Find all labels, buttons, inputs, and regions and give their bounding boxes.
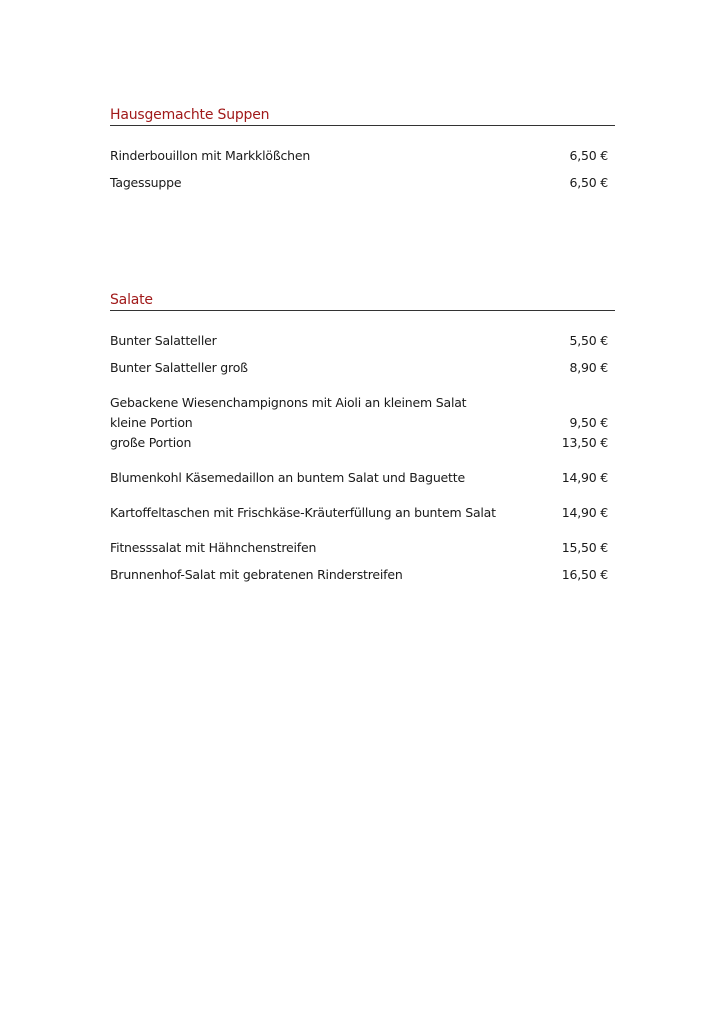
menu-item-name: Tagessuppe	[110, 175, 182, 190]
menu-item-name: Blumenkohl Käsemedaillon an buntem Salat und Baguette	[110, 470, 465, 485]
menu-item-price: 14,90 €	[561, 470, 608, 485]
section-title-soups: Hausgemachte Suppen	[110, 106, 615, 126]
menu-item-name: große Portion	[110, 435, 192, 450]
menu-item-name: kleine Portion	[110, 415, 193, 430]
section-title-salads: Salate	[110, 291, 615, 311]
menu-item-name: Brunnenhof-Salat mit gebratenen Rinderstreifen	[110, 567, 403, 582]
menu-item-price: 15,50 €	[561, 540, 608, 555]
menu-item-name: Kartoffeltaschen mit Frischkäse-Kräuterfüllung an buntem Salat	[110, 505, 496, 520]
menu-item-name: Bunter Salatteller groß	[110, 360, 248, 375]
menu-item-price: 9,50 €	[569, 415, 608, 430]
menu-item-price: 14,90 €	[561, 505, 608, 520]
menu-item-price: 6,50 €	[569, 148, 608, 163]
menu-item-name: Fitnesssalat mit Hähnchenstreifen	[110, 540, 317, 555]
menu-item-price: 13,50 €	[561, 435, 608, 450]
menu-item-price: 16,50 €	[561, 567, 608, 582]
menu-item-name: Gebackene Wiesenchampignons mit Aioli an kleinem Salat	[110, 395, 467, 410]
menu-item-name: Rinderbouillon mit Markklößchen	[110, 148, 311, 163]
menu-item-price: 5,50 €	[569, 333, 608, 348]
menu-item-price: 8,90 €	[569, 360, 608, 375]
menu-item-price: 6,50 €	[569, 175, 608, 190]
menu-item-name: Bunter Salatteller	[110, 333, 217, 348]
